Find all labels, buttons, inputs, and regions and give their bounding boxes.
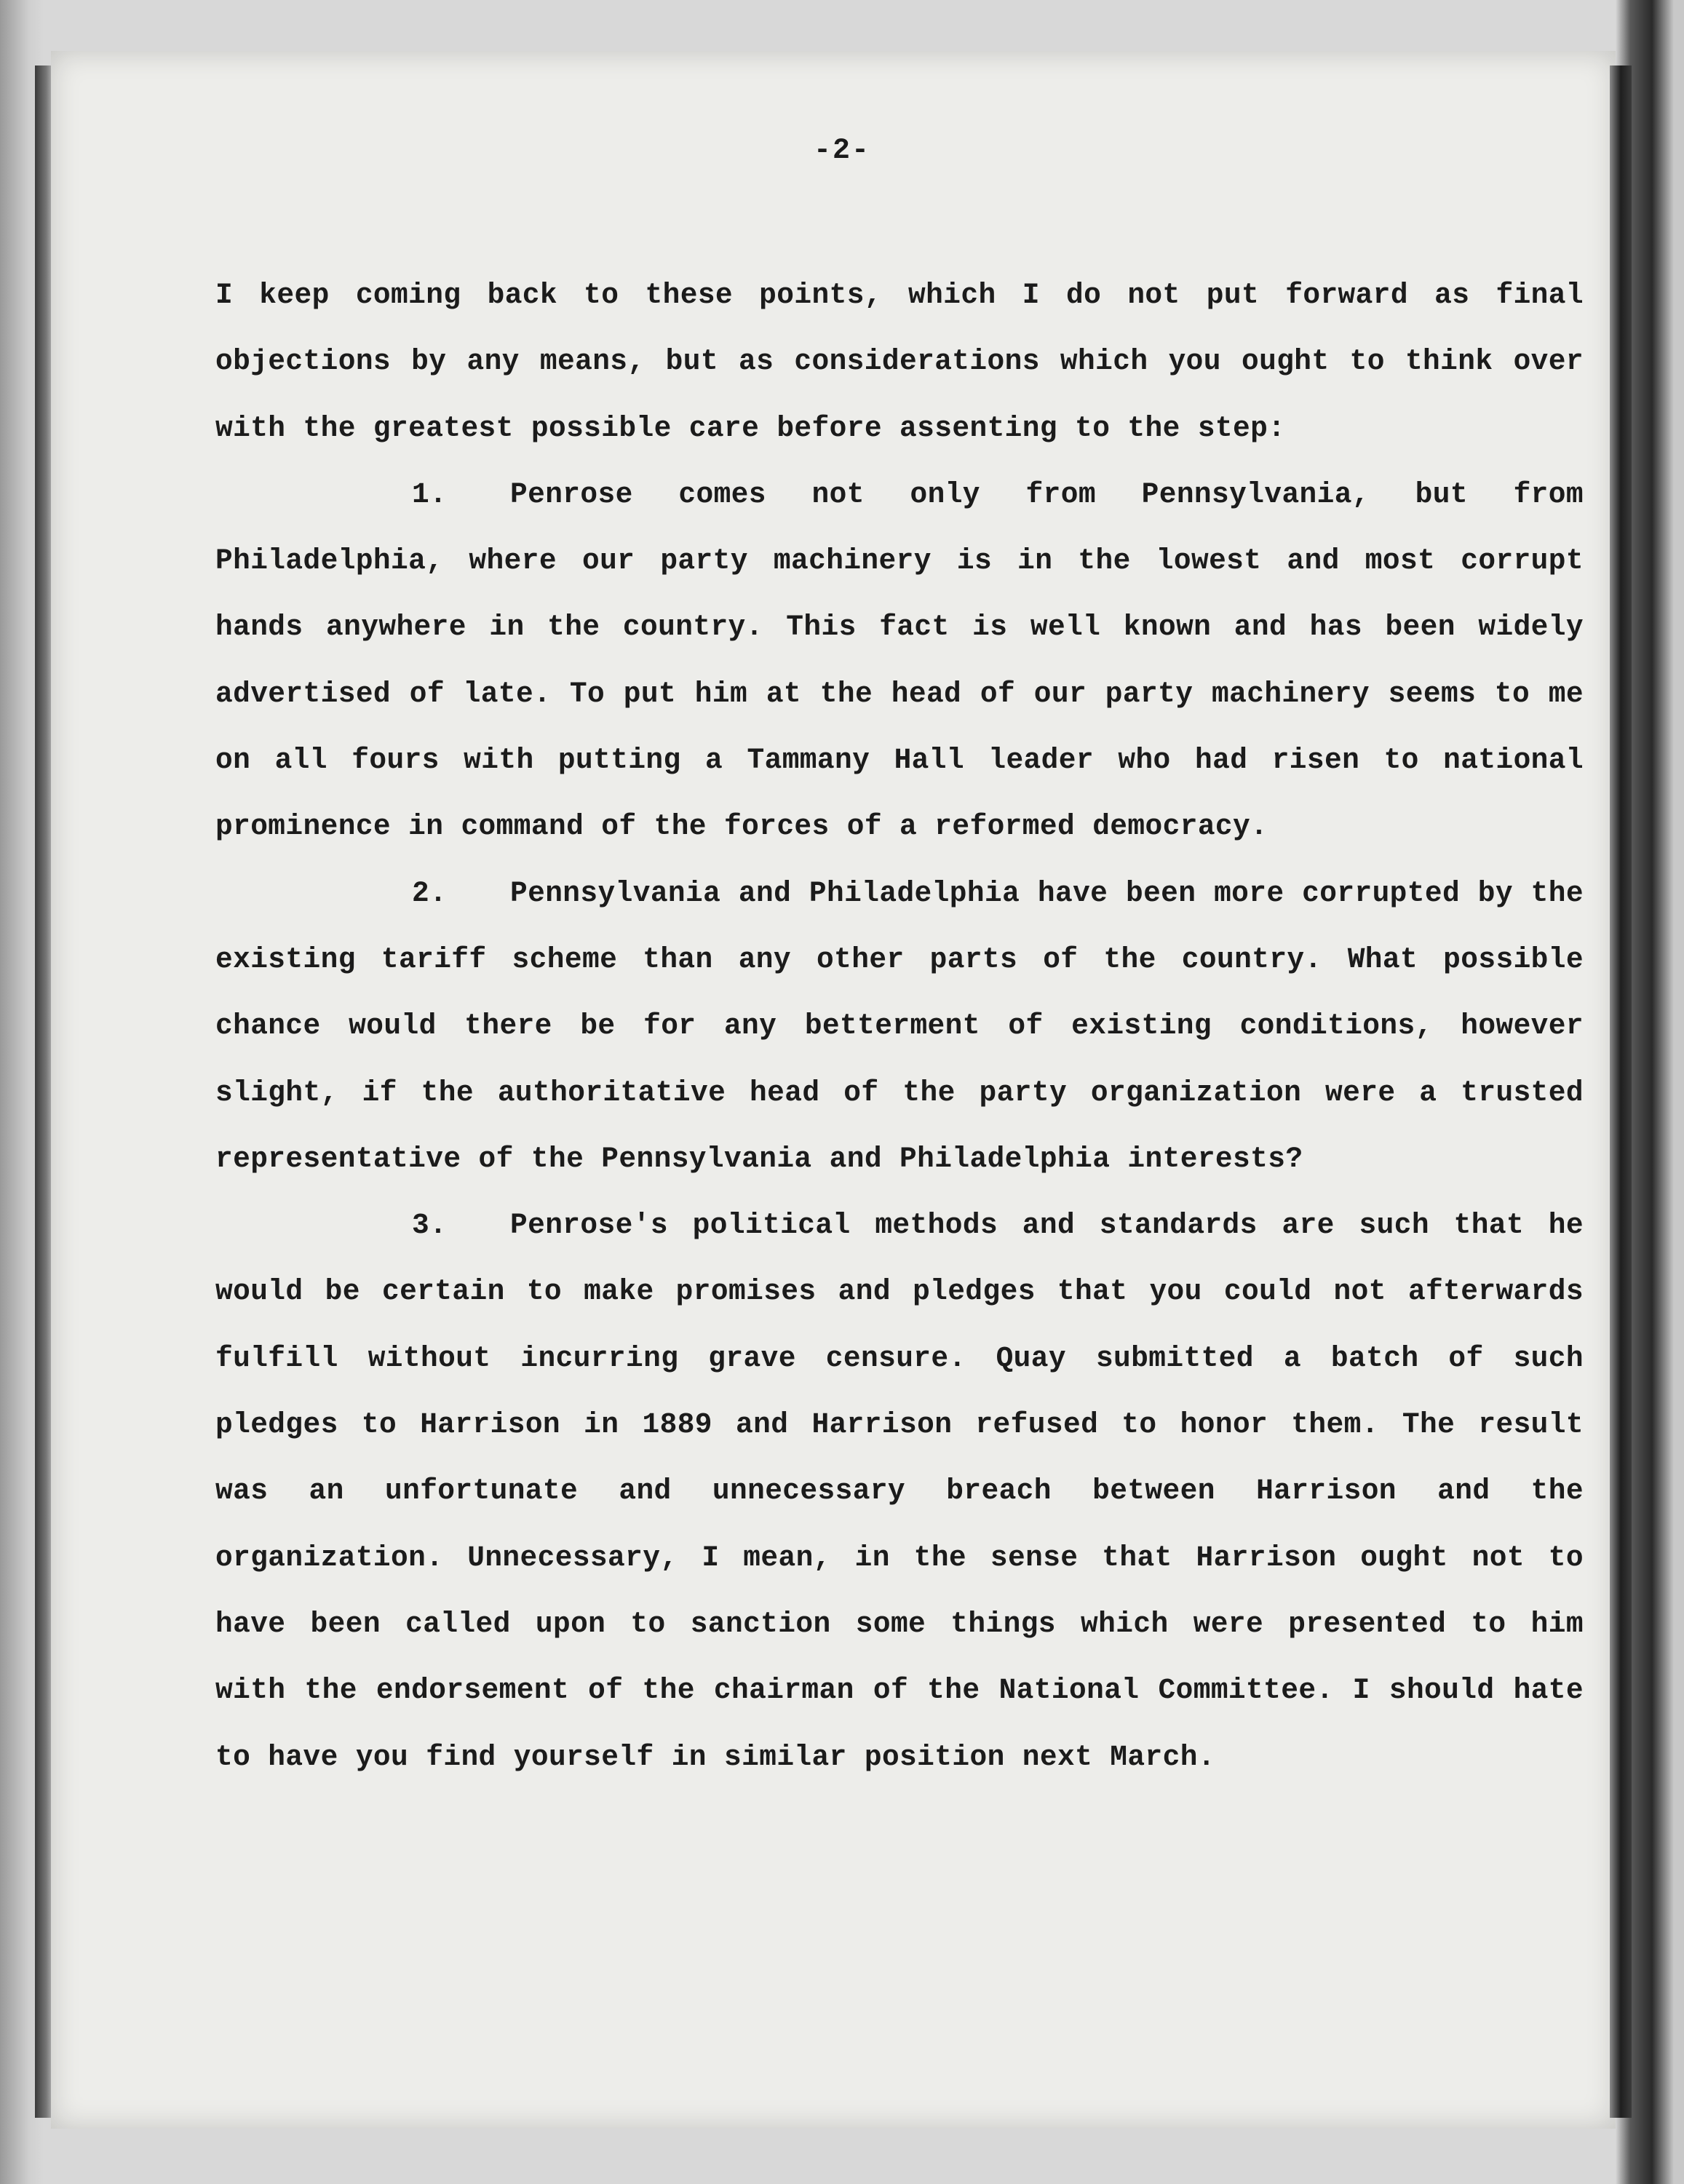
paper-right-edge xyxy=(1610,65,1632,2118)
point-3 xyxy=(215,1192,1584,1790)
point-number: 1. xyxy=(412,477,448,511)
letter-body xyxy=(215,262,1584,1790)
point-number: 2. xyxy=(412,876,448,910)
point-text: Penrose comes not only from Pennsylvania, but from Philadelphia, where our party machinery is in the lowest and most corrupt hands anywhere in the country. This fact is well known and has been widely advertised of late. To put him at the head of our party machinery seems to me on all fours with putting a Tammany Hall leader who had risen to national prominence in command of the forces of a reformed democracy. xyxy=(215,477,1584,843)
intro-paragraph: I keep coming back to these points, which I do not put forward as final objections by any means, but as considerations which you ought to think over with the greatest possible care before assenting to the step: xyxy=(215,279,1584,445)
point-number: 3. xyxy=(412,1209,448,1242)
point-2 xyxy=(215,860,1584,1192)
point-text: Pennsylvania and Philadelphia have been more corrupted by the existing tariff scheme than any other parts of the country. What possible chance would there be for any betterment of existing conditions, however slight, if the authoritative head of the party organization were a trusted representative of the Pennsylvania and Philadelphia interests? xyxy=(215,876,1584,1175)
page-number: -2- xyxy=(813,135,870,167)
point-1 xyxy=(215,461,1584,860)
point-text: Penrose's political methods and standards are such that he would be certain to make promises and pledges that you could not afterwards fulfill without incurring grave censure. Quay submitted a batch of such pledges to Harrison in 1889 and Harrison refused to honor them. The result was an unfortunate and unnecessary breach between Harrison and the organization. Unnecessary, I mean, in the sense that Harrison ought not to have been called upon to sanction some things which were presented to him with the endorsement of the chairman of the National Committee. I should hate to have you find yourself in similar position next March. xyxy=(215,1209,1584,1774)
